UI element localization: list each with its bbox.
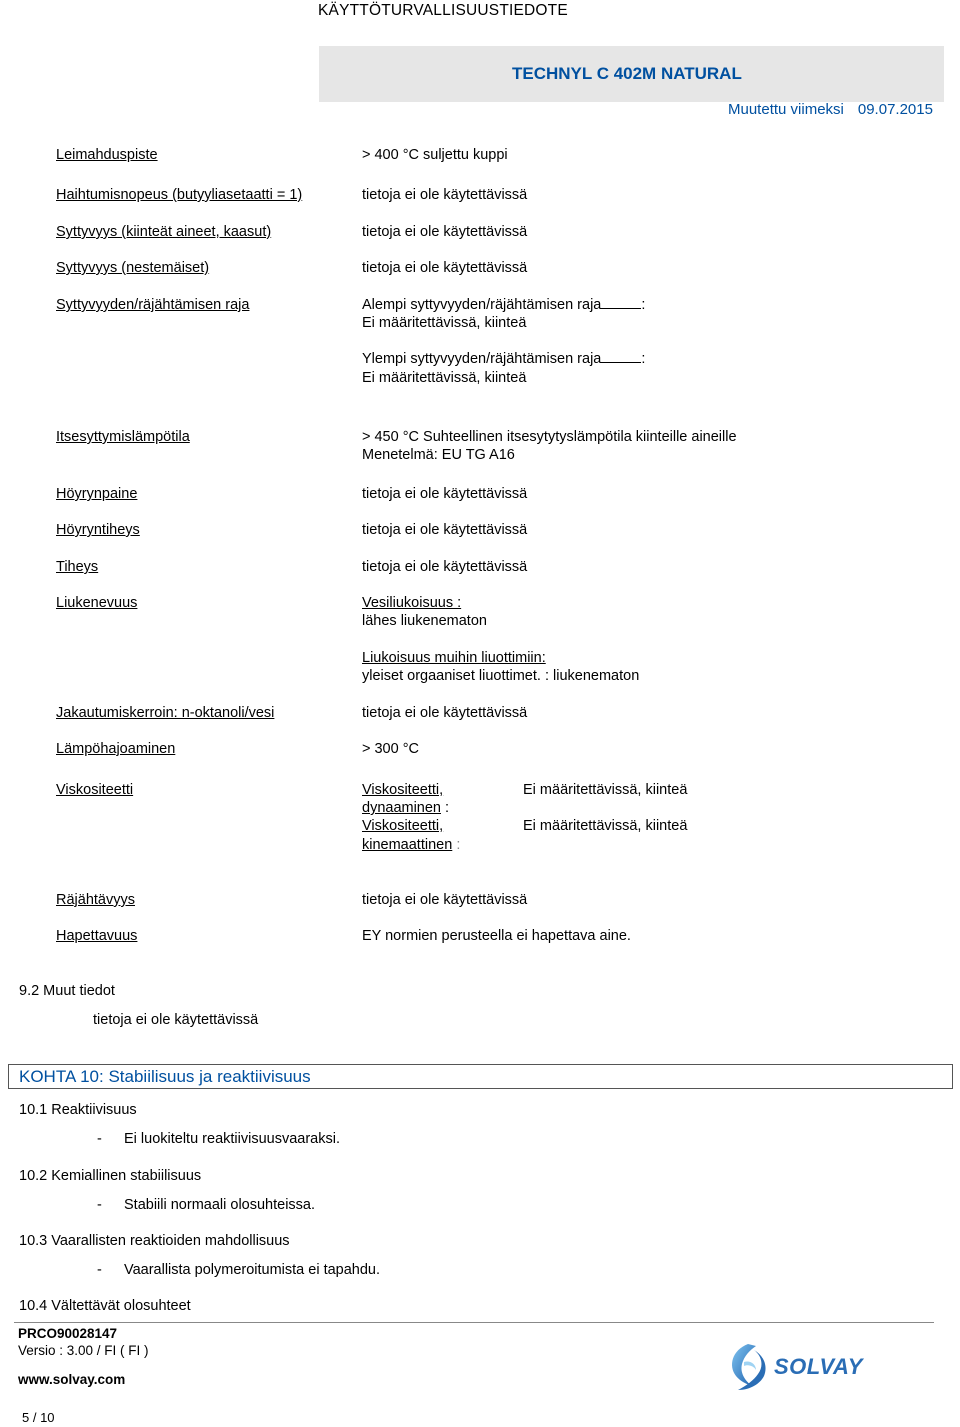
viscosity-kinematic-text: kinemaattinen [362,837,453,853]
viscosity-label: Viskositeetti [56,782,134,798]
autoignition-value: > 450 °C Suhteellinen itsesytytyslämpötila kiinteille aineille [362,429,737,445]
viscosity-kinematic-label-1: Viskositeetti, [362,818,444,834]
density-label: Tiheys [56,559,99,575]
explosive-value: tietoja ei ole käytettävissä [362,892,528,908]
decomposition-label: Lämpöhajoaminen [56,741,176,757]
upper-limit-value: Ei määritettävissä, kiinteä [362,370,527,386]
autoignition-label: Itsesyttymislämpötila [56,429,190,445]
section-9-2-heading: 9.2 Muut tiedot [19,983,115,999]
other-solubility-value: yleiset orgaaniset liuottimet. : liukenematon [362,668,640,684]
section-10-3-heading: 10.3 Vaarallisten reaktioiden mahdollisuus [19,1233,290,1249]
water-solubility-value: lähes liukenematon [362,613,487,629]
section-10-2-heading: 10.2 Kemiallinen stabiilisuus [19,1168,202,1184]
section-10-title: KOHTA 10: Stabiilisuus ja reaktiivisuus [19,1067,311,1086]
viscosity-kinematic-colon: : [456,837,461,853]
upper-limit-label [362,350,645,368]
viscosity-dynamic-label-1: Viskositeetti, [362,782,444,798]
vapour-density-value: tietoja ei ole käytettävissä [362,522,528,538]
vapour-pressure-label: Höyrynpaine [56,486,138,502]
solubility-label: Liukenevuus [56,595,138,611]
section-10-2-text: Stabiili normaali olosuhteissa. [124,1197,316,1213]
viscosity-dynamic-label-2 [362,799,449,817]
solvay-logo [726,1340,863,1398]
modified-date: 09.07.2015 [857,101,933,118]
dash-bullet: - [97,1131,102,1147]
density-value: tietoja ei ole käytettävissä [362,559,528,575]
viscosity-dynamic-value: Ei määritettävissä, kiinteä [523,782,688,798]
evaporation-rate-value: tietoja ei ole käytettävissä [362,187,528,203]
upper-limit-text: Ylempi syttyvyyden/räjähtämisen raja [362,351,602,367]
lower-limit-colon: : [641,297,646,313]
lower-limit-text: Alempi syttyvyyden/räjähtämisen raja [362,297,602,313]
vapour-density-label: Höyryntiheys [56,522,140,538]
viscosity-dynamic-colon: : [445,800,450,816]
flammability-liquid-value: tietoja ei ole käytettävissä [362,260,528,276]
decomposition-value: > 300 °C [362,741,419,757]
document-title: KÄYTTÖTURVALLISUUSTIEDOTE [318,2,568,19]
flammability-liquid-label: Syttyvyys (nestemäiset) [56,260,210,276]
website-link[interactable]: www.solvay.com [18,1372,126,1387]
upper-limit-colon: : [641,351,646,367]
section-10-3-text: Vaarallista polymeroitumista ei tapahdu. [124,1262,381,1278]
flash-point-value: > 400 °C suljettu kuppi [362,147,508,163]
section-10-4-heading: 10.4 Vältettävät olosuhteet [19,1298,191,1314]
section-9-2-text: tietoja ei ole käytettävissä [93,1012,259,1028]
viscosity-kinematic-value: Ei määritettävissä, kiinteä [523,818,688,834]
section-10-1-text: Ei luokiteltu reaktiivisuusvaaraksi. [124,1131,340,1147]
explosion-limit-label: Syttyvyyden/räjähtämisen raja [56,297,250,313]
flammability-solid-label: Syttyvyys (kiinteät aineet, kaasut) [56,224,272,240]
other-solubility-label: Liukoisuus muihin liuottimiin: [362,650,546,666]
explosive-label: Räjähtävyys [56,892,135,908]
viscosity-kinematic-label-2 [362,836,460,854]
evaporation-rate-label: Haihtumisnopeus (butyyliasetaatti = 1) [56,187,303,203]
lower-limit-label [362,296,645,314]
viscosity-dynamic-text: dynaaminen [362,800,441,816]
lower-limit-value: Ei määritettävissä, kiinteä [362,315,527,331]
product-name: TECHNYL C 402M NATURAL [512,64,742,83]
section-10-1-heading: 10.1 Reaktiivisuus [19,1102,137,1118]
water-solubility-label: Vesiliukoisuus : [362,595,462,611]
partition-coefficient-value: tietoja ei ole käytettävissä [362,705,528,721]
blank-underline [601,350,641,363]
page-number: 5 / 10 [22,1410,55,1425]
oxidizing-value: EY normien perusteella ei hapettava aine. [362,928,631,944]
dash-bullet: - [97,1197,102,1213]
dash-bullet: - [97,1262,102,1278]
vapour-pressure-value: tietoja ei ole käytettävissä [362,486,528,502]
last-modified [728,101,933,118]
autoignition-method: Menetelmä: EU TG A16 [362,447,515,463]
footer-divider [14,1322,934,1323]
flash-point-label: Leimahduspiste [56,147,158,163]
document-version: Versio : 3.00 / FI ( FI ) [18,1343,149,1358]
solvay-logo-text: SOLVAY [774,1354,863,1379]
flammability-solid-value: tietoja ei ole käytettävissä [362,224,528,240]
oxidizing-label: Hapettavuus [56,928,138,944]
modified-label: Muutettu viimeksi [728,101,844,118]
document-code: PRCO90028147 [18,1326,118,1341]
blank-underline [601,296,641,309]
partition-coefficient-label: Jakautumiskerroin: n-oktanoli/vesi [56,705,275,721]
section-10-header [8,1064,953,1089]
